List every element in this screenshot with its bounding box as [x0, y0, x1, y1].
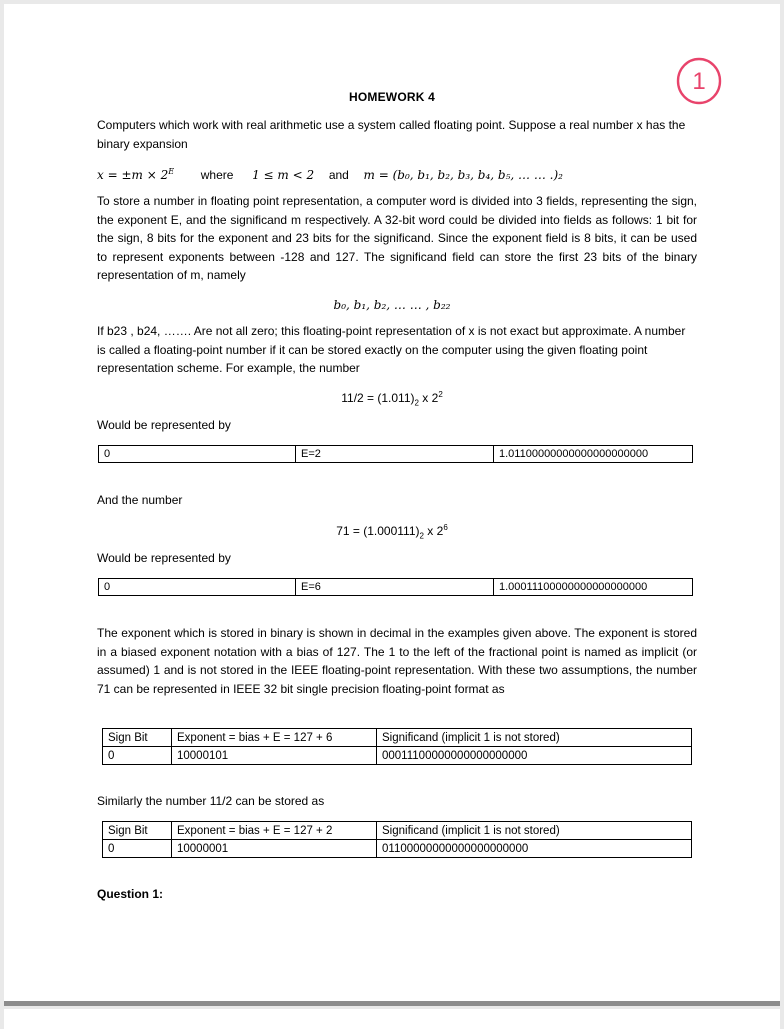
ieee71-value-sign: 0	[103, 747, 172, 765]
example2-exponent-cell: E=6	[296, 579, 494, 595]
example1-eq-exponent: 2	[438, 390, 443, 399]
page-title: HOMEWORK 4	[349, 90, 435, 104]
next-page-edge	[4, 1009, 780, 1029]
example2-sign-cell: 0	[99, 579, 296, 595]
example1-label: Would be represented by	[97, 418, 231, 432]
ieee71-header-exponent: Exponent = bias + E = 127 + 6	[172, 729, 377, 747]
expansion-lhs-exponent: E	[168, 167, 175, 176]
example2-eq-exponent: 6	[443, 523, 448, 532]
example2-label: Would be represented by	[97, 551, 231, 565]
example1-significand-cell: 1.01100000000000000000000	[499, 448, 649, 460]
example1-equation	[4, 390, 780, 407]
expansion-lhs: x = ±m × 2	[97, 168, 169, 182]
approximation-paragraph: If b23 , b24, ……. Are not all zero; this floating-point representation of x is not exact but approximate. A number is called a floating-point number if it can be stored exactly on the computer using the given floating point representation scheme. For example, the number	[97, 324, 686, 375]
question-heading: Question 1:	[97, 887, 164, 901]
storage-paragraph: To store a number in floating point representation, a computer word is divided into 3 fields, representing the sign, the exponent E, and the significand m respectively. A 32-bit word could be divided into fields as follows: 1 bit for the sign, 8 bits for the exponent and 23 bits for the significand. Since the exponent field is 8 bits, it can be used to represent exponents between -128 and 127. The significand field can store the first 23 bits of the binary representation of m, namely	[97, 194, 697, 282]
ieee71-header-significand: Significand (implicit 1 is not stored)	[377, 729, 692, 747]
table-row	[103, 822, 692, 840]
expansion-range: 1 ≤ m < 2	[252, 168, 315, 182]
example2-equation	[4, 523, 780, 540]
similarly-text: Similarly the number 11/2 can be stored as	[97, 794, 325, 808]
ieee71-header-sign: Sign Bit	[103, 729, 172, 747]
example2-eq-tail: x 2	[423, 524, 444, 538]
ieee11-value-exponent: 10000001	[172, 840, 377, 858]
example1-eq-main: 11/2 = (1.011)	[341, 391, 415, 405]
expansion-and: and	[328, 168, 349, 182]
binary-expansion-equation	[97, 163, 697, 184]
ieee11-value-significand: 01100000000000000000000	[377, 840, 692, 858]
marker-label: 1	[692, 68, 706, 95]
expansion-where: where	[200, 168, 234, 182]
ieee11-header-sign: Sign Bit	[103, 822, 172, 840]
expansion-m-definition: m = (b₀, b₁, b₂, b₃, b₄, b₅, … … .)₂	[363, 168, 563, 182]
and-number-text: And the number	[97, 493, 183, 507]
example1-exponent-cell: E=2	[296, 446, 494, 462]
example1-representation	[98, 445, 693, 463]
table-row	[103, 747, 692, 765]
document-page	[4, 4, 780, 1006]
example1-sign-cell: 0	[99, 446, 296, 462]
ieee11-header-exponent: Exponent = bias + E = 127 + 2	[172, 822, 377, 840]
bits-equation: b₀, b₁, b₂, … … , b₂₂	[333, 298, 451, 312]
example1-eq-base: 2	[414, 398, 419, 408]
bias-paragraph: The exponent which is stored in binary is shown in decimal in the examples given above. The exponent is stored in a biased exponent notation with a bias of 127. The 1 to the left of the fractional point is named as implicit (or assumed) 1 and is not stored in the IEEE floating-point representation. With these two assumptions, the number 71 can be represented in IEEE 32 bit single precision floating-point format as	[97, 626, 697, 696]
ieee71-value-exponent: 10000101	[172, 747, 377, 765]
example2-eq-base: 2	[419, 531, 424, 541]
example2-eq-main: 71 = (1.000111)	[336, 524, 420, 538]
ieee-table-71	[102, 728, 692, 765]
ieee-table-11-2	[102, 821, 692, 858]
example2-significand-cell: 1.00011100000000000000000	[499, 581, 648, 593]
ieee11-header-significand: Significand (implicit 1 is not stored)	[377, 822, 692, 840]
example1-eq-tail: x 2	[418, 391, 439, 405]
example2-representation	[98, 578, 693, 596]
intro-paragraph: Computers which work with real arithmetic use a system called floating point. Suppose a real number x has the binary expansion	[97, 118, 686, 151]
table-row	[103, 840, 692, 858]
ieee11-value-sign: 0	[103, 840, 172, 858]
table-row	[103, 729, 692, 747]
ieee71-value-significand: 00011100000000000000000	[377, 747, 692, 765]
